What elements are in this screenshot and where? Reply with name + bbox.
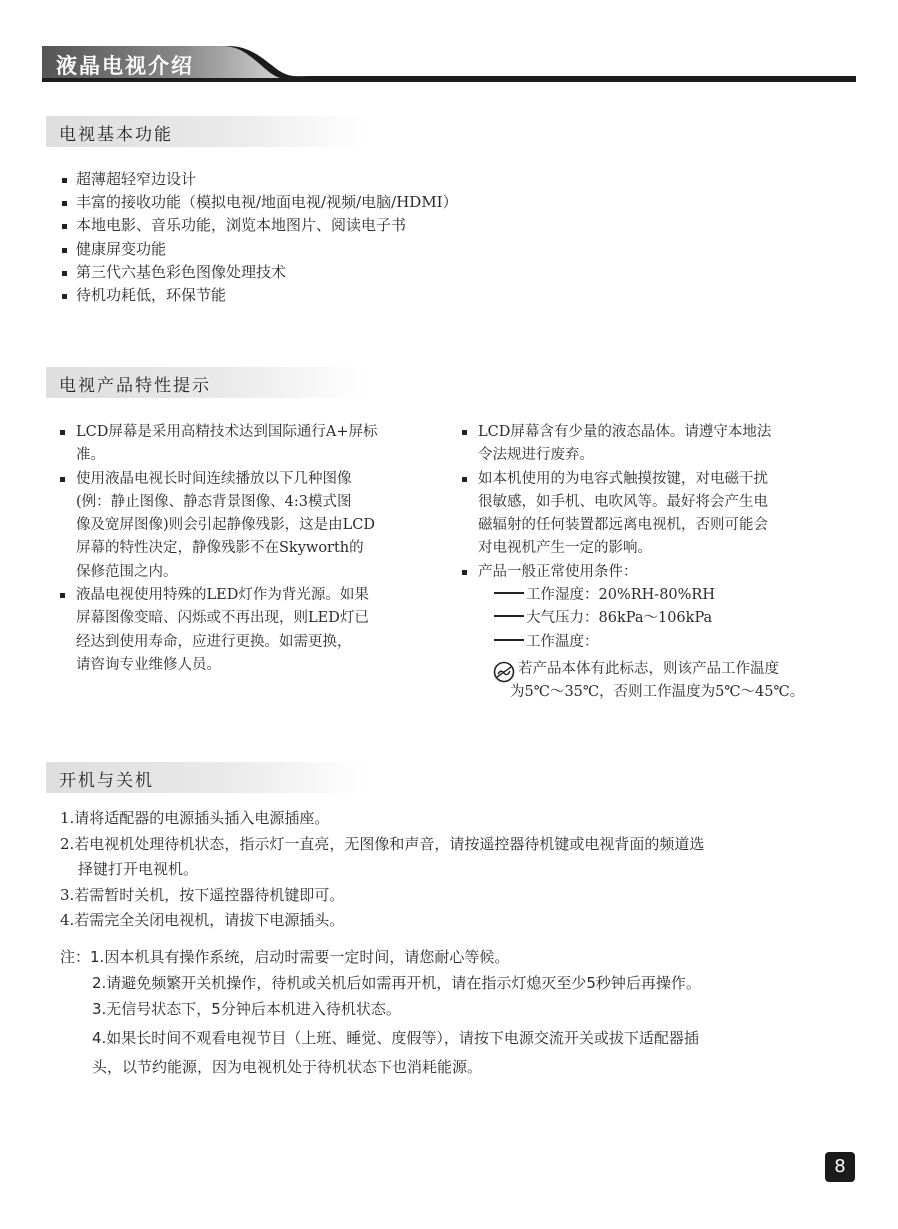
power-steps	[60, 806, 704, 934]
list-item: 2.若电视机处理待机状态，指示灯一直亮，无图像和声音，请按遥控器待机键或电视背面的频道选	[60, 834, 705, 853]
temperature-note: 若产品本体有此标志，则该产品工作温度 为5℃～35℃，否则工作温度为5℃～45℃。	[462, 658, 862, 705]
section-heading-basic	[46, 116, 366, 147]
list-item: 3.若需暂时关机，按下遥控器待机键即可。	[60, 885, 345, 904]
list-item: 超薄超轻窄边设计	[76, 168, 458, 191]
section-heading-power	[46, 762, 366, 793]
list-item: 择键打开电视机。	[78, 860, 199, 878]
list-item: 本地电影、音乐功能，浏览本地图片、阅读电子书	[76, 214, 458, 237]
condition-humidity: 工作湿度：20%RH-80%RH	[462, 584, 862, 607]
list-item: 健康屏变功能	[76, 238, 458, 261]
basic-feature-list	[76, 168, 458, 307]
section-heading-features	[46, 367, 366, 398]
list-item: 液晶电视使用特殊的LED灯作为背光源。如果 屏幕图像变暗、闪烁或不再出现，则LED灯已 经达到使用寿命，应进行更换。如需更换， 请咨询专业维修人员。	[60, 584, 440, 677]
list-item: 头，以节约能源，因为电视机处于待机状态下也消耗能源。	[92, 1058, 483, 1076]
page-number: 8	[825, 1152, 855, 1182]
note-label: 注：	[60, 948, 91, 966]
section-title: 电视产品特性提示	[59, 376, 211, 396]
list-item: 使用液晶电视长时间连续播放以下几种图像 (例：静止图像、静态背景图像、4:3模式图 像及宽屏图像)则会引起静像残影，这是由LCD 屏幕的特性决定，静像残影不在Skyworth的 保修范围之内。	[60, 468, 440, 584]
conditions-heading: 产品一般正常使用条件：	[462, 561, 862, 584]
list-item: 3.无信号状态下，5分钟后本机进入待机状态。	[92, 1000, 401, 1018]
section-title: 开机与关机	[59, 771, 154, 791]
list-item: 1.请将适配器的电源插头插入电源插座。	[60, 809, 330, 827]
list-item: 4.若需完全关闭电视机，请拔下电源插头。	[60, 911, 345, 929]
features-right-column	[462, 421, 862, 705]
list-item: 丰富的接收功能（模拟电视/地面电视/视频/电脑/HDMI）	[76, 191, 458, 214]
temperature-mark-icon	[493, 661, 515, 683]
header-title: 液晶电视介绍	[56, 54, 194, 78]
list-item: LCD屏幕含有少量的液态晶体。请遵守本地法 令法规进行废弃。	[462, 421, 862, 468]
list-item: LCD屏幕是采用高精技术达到国际通行A+屏标 准。	[60, 421, 440, 468]
list-item: 第三代六基色彩色图像处理技术	[76, 261, 458, 284]
power-notes	[60, 944, 701, 1080]
list-item: 4.如果长时间不观看电视节目（上班、睡觉、度假等），请按下电源交流开关或拔下适配器插	[92, 1029, 699, 1047]
list-item: 注：1.因本机具有操作系统，启动时需要一定时间，请您耐心等候。	[60, 948, 510, 966]
section-title: 电视基本功能	[59, 125, 173, 145]
list-item: 2.请避免频繁开关机操作，待机或关机后如需再开机，请在指示灯熄灭至少5秒钟后再操作。	[92, 974, 701, 992]
list-item: 待机功耗低，环保节能	[76, 284, 458, 307]
condition-temperature: 工作温度：	[462, 631, 862, 654]
list-item: 如本机使用的为电容式触摸按键，对电磁干扰 很敏感，如手机、电吹风等。最好将会产生电 磁辐射的任何装置都远离电视机，否则可能会 对电视机产生一定的影响。	[462, 468, 862, 561]
features-left-column	[60, 421, 440, 677]
condition-pressure: 大气压力：86kPa～106kPa	[462, 607, 862, 630]
